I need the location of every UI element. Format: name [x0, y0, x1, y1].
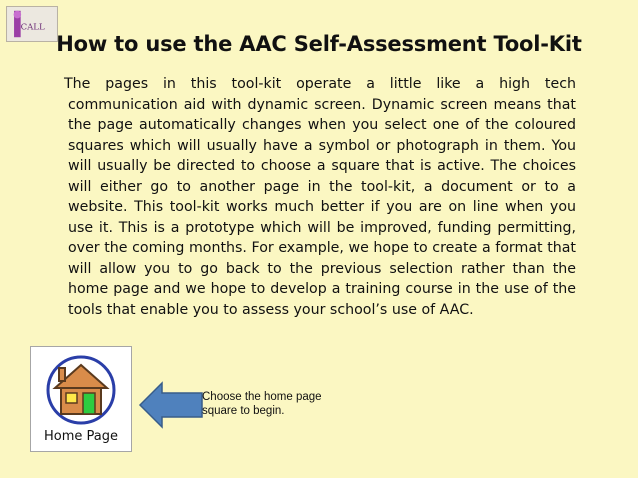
home-page-button[interactable]	[30, 346, 132, 452]
logo-text: CALL	[20, 22, 45, 33]
instruction-caption: Choose the home page square to begin.	[202, 391, 322, 417]
house-icon	[39, 355, 123, 425]
body-paragraph: The pages in this tool-kit operate a little like a high tech communication aid with dynamic screen. Dynamic screen means that the page automatically changes when you select one of the coloured squares which will usually have a symbol or photograph in them. You will usually be directed to choose a square that is active. The choices will either go to another page in the tool-kit, a document or to a website. This tool-kit works much better if you are on line when you use it. This is a prototype which will be improved, funding permitting, over the coming months. For example, we hope to create a format that will allow you to go back to the previous selection rather than the home page and we hope to develop a training course in the use of the tools that enable you to assess your school’s use of AAC.	[64, 76, 576, 318]
home-page-label: Home Page	[44, 429, 118, 444]
page-title: How to use the AAC Self-Assessment Tool-Kit	[56, 32, 582, 56]
left-arrow-icon	[138, 381, 204, 429]
